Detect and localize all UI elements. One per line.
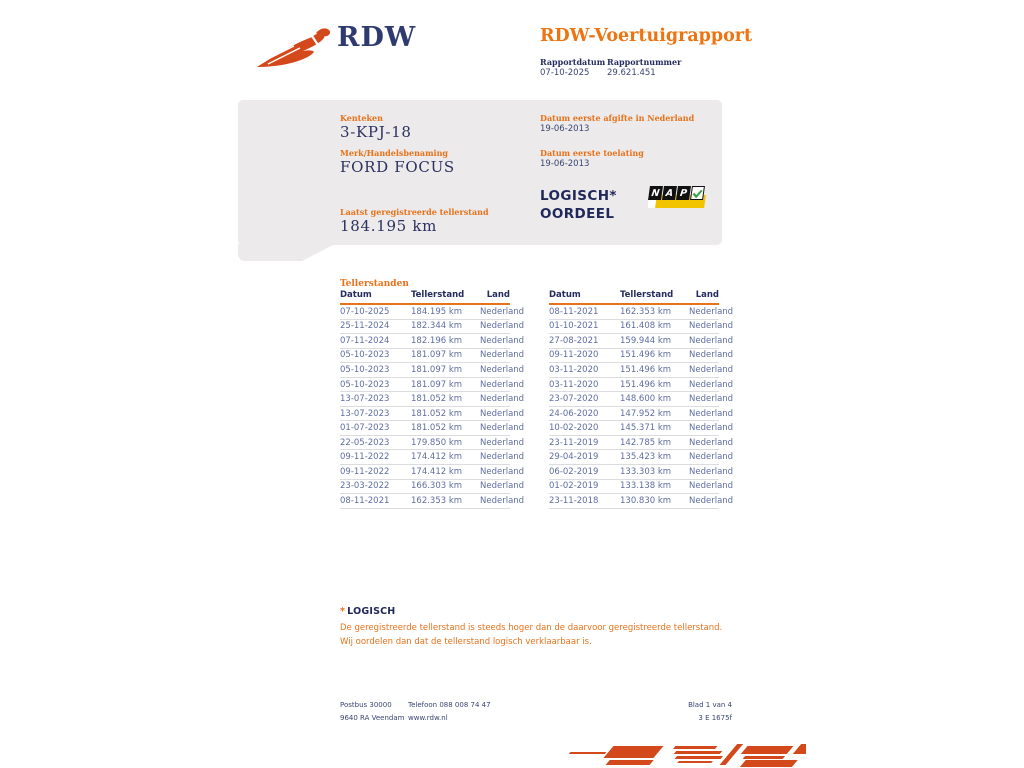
page-title: RDW-Voertuigrapport bbox=[540, 26, 753, 46]
cell-datum: 09-11-2020 bbox=[549, 350, 599, 361]
table-header bbox=[549, 290, 719, 305]
cell-land: Nederland bbox=[689, 452, 734, 463]
cell-tellerstand: 133.303 km bbox=[620, 466, 672, 477]
cell-land: Nederland bbox=[480, 495, 525, 506]
vehicle-summary-panel-tab bbox=[238, 244, 335, 261]
cell-datum: 03-11-2020 bbox=[549, 364, 599, 375]
footer-page-number: Blad 1 van 4 bbox=[688, 701, 732, 709]
col-tellerstand: Tellerstand bbox=[620, 290, 674, 300]
oordeel-line2: OORDEEL bbox=[540, 206, 615, 222]
cell-datum: 25-11-2024 bbox=[340, 321, 390, 332]
table-row bbox=[340, 465, 525, 480]
table-row bbox=[549, 450, 734, 465]
cell-datum: 05-10-2023 bbox=[340, 364, 390, 375]
table-row bbox=[549, 421, 734, 436]
cell-tellerstand: 159.944 km bbox=[620, 335, 672, 346]
table-row bbox=[549, 407, 734, 422]
table-row bbox=[340, 334, 525, 349]
cell-datum: 10-02-2020 bbox=[549, 423, 599, 434]
cell-land: Nederland bbox=[689, 495, 734, 506]
cell-datum: 24-06-2020 bbox=[549, 408, 599, 419]
table-row bbox=[340, 349, 525, 364]
cell-tellerstand: 182.344 km bbox=[411, 321, 463, 332]
tellerstanden-table-left bbox=[340, 290, 525, 509]
cell-datum: 13-07-2023 bbox=[340, 394, 390, 405]
cell-land: Nederland bbox=[480, 452, 525, 463]
cell-land: Nederland bbox=[480, 306, 525, 317]
cell-tellerstand: 151.496 km bbox=[620, 350, 672, 361]
table-row bbox=[549, 320, 734, 335]
table-row bbox=[549, 334, 734, 349]
cell-land: Nederland bbox=[689, 466, 734, 477]
cell-land: Nederland bbox=[689, 394, 734, 405]
cell-datum: 01-10-2021 bbox=[549, 321, 599, 332]
footer-address-line2: 9640 RA Veendam bbox=[340, 714, 405, 722]
table-row bbox=[340, 421, 525, 436]
cell-tellerstand: 181.052 km bbox=[411, 423, 463, 434]
oordeel-line1: LOGISCH* bbox=[540, 188, 617, 204]
cell-land: Nederland bbox=[480, 364, 525, 375]
cell-land: Nederland bbox=[480, 321, 525, 332]
cell-tellerstand: 151.496 km bbox=[620, 379, 672, 390]
nap-letter-n: N bbox=[648, 186, 663, 200]
cell-datum: 05-10-2023 bbox=[340, 379, 390, 390]
cell-land: Nederland bbox=[480, 335, 525, 346]
col-datum: Datum bbox=[340, 290, 372, 300]
cell-tellerstand: 130.830 km bbox=[620, 495, 672, 506]
col-land: Land bbox=[695, 290, 719, 300]
footer-address-line1: Postbus 30000 bbox=[340, 701, 392, 709]
table-row bbox=[549, 305, 734, 320]
cell-land: Nederland bbox=[480, 408, 525, 419]
afgifte-label: Datum eerste afgifte in Nederland bbox=[540, 113, 695, 123]
cell-tellerstand: 151.496 km bbox=[620, 364, 672, 375]
tellerstanden-table-right bbox=[549, 290, 734, 509]
table-header bbox=[340, 290, 510, 305]
table-row bbox=[340, 480, 525, 495]
tellerstanden-heading: Tellerstanden bbox=[340, 279, 409, 289]
cell-land: Nederland bbox=[689, 408, 734, 419]
cell-tellerstand: 174.412 km bbox=[411, 466, 463, 477]
kenteken-value: 3-KPJ-18 bbox=[340, 123, 412, 141]
cell-datum: 27-08-2021 bbox=[549, 335, 599, 346]
cell-tellerstand: 181.097 km bbox=[411, 350, 463, 361]
cell-land: Nederland bbox=[689, 350, 734, 361]
cell-tellerstand: 162.353 km bbox=[620, 306, 672, 317]
cell-tellerstand: 162.353 km bbox=[411, 495, 463, 506]
cell-land: Nederland bbox=[480, 466, 525, 477]
cell-datum: 06-02-2019 bbox=[549, 466, 599, 477]
table-row bbox=[340, 436, 525, 451]
cell-datum: 23-11-2019 bbox=[549, 437, 599, 448]
cell-land: Nederland bbox=[689, 379, 734, 390]
report-number-label: Rapportnummer bbox=[607, 57, 682, 67]
cell-land: Nederland bbox=[689, 481, 734, 492]
cell-tellerstand: 181.097 km bbox=[411, 364, 463, 375]
cell-datum: 03-11-2020 bbox=[549, 379, 599, 390]
col-tellerstand: Tellerstand bbox=[411, 290, 465, 300]
footnote-title-text: LOGISCH bbox=[347, 606, 396, 617]
table-row bbox=[549, 378, 734, 393]
cell-datum: 01-02-2019 bbox=[549, 481, 599, 492]
col-datum: Datum bbox=[549, 290, 581, 300]
cell-land: Nederland bbox=[689, 306, 734, 317]
cell-tellerstand: 181.052 km bbox=[411, 408, 463, 419]
cell-tellerstand: 179.850 km bbox=[411, 437, 463, 448]
cell-tellerstand: 184.195 km bbox=[411, 306, 463, 317]
table-row bbox=[549, 363, 734, 378]
cell-datum: 13-07-2023 bbox=[340, 408, 390, 419]
report-date-value: 07-10-2025 bbox=[540, 68, 590, 78]
cell-tellerstand: 148.600 km bbox=[620, 394, 672, 405]
tellerstand-label: Laatst geregistreerde tellerstand bbox=[340, 207, 489, 217]
table-row bbox=[549, 349, 734, 364]
cell-datum: 01-07-2023 bbox=[340, 423, 390, 434]
kenteken-label: Kenteken bbox=[340, 113, 383, 123]
cell-land: Nederland bbox=[689, 321, 734, 332]
cell-datum: 29-04-2019 bbox=[549, 452, 599, 463]
footer-website: www.rdw.nl bbox=[408, 714, 448, 722]
table-row bbox=[340, 407, 525, 422]
table-row bbox=[340, 320, 525, 335]
cell-datum: 07-10-2025 bbox=[340, 306, 390, 317]
cell-tellerstand: 181.052 km bbox=[411, 394, 463, 405]
cell-datum: 09-11-2022 bbox=[340, 466, 390, 477]
footer-form-code: 3 E 1675f bbox=[698, 714, 732, 722]
table-row bbox=[549, 465, 734, 480]
cell-datum: 22-05-2023 bbox=[340, 437, 390, 448]
cell-datum: 08-11-2021 bbox=[549, 306, 599, 317]
cell-tellerstand: 142.785 km bbox=[620, 437, 672, 448]
cell-land: Nederland bbox=[689, 364, 734, 375]
col-land: Land bbox=[486, 290, 510, 300]
nap-letter-a: A bbox=[662, 186, 677, 200]
cell-tellerstand: 161.408 km bbox=[620, 321, 672, 332]
table-row bbox=[340, 450, 525, 465]
table-row bbox=[340, 392, 525, 407]
tellerstand-value: 184.195 km bbox=[340, 217, 438, 235]
merk-value: FORD FOCUS bbox=[340, 158, 455, 176]
table-row bbox=[549, 436, 734, 451]
table-row bbox=[549, 392, 734, 407]
cell-land: Nederland bbox=[689, 423, 734, 434]
nap-logo bbox=[648, 186, 706, 210]
footnote-text: De geregistreerde tellerstand is steeds hoger dan de daarvoor geregistreerde tellerstand. Wij oordelen dan dat de tellerstand logisch verklaarbaar is. bbox=[340, 623, 723, 648]
footnote-asterisk: * bbox=[340, 606, 346, 617]
cell-land: Nederland bbox=[480, 437, 525, 448]
cell-datum: 05-10-2023 bbox=[340, 350, 390, 361]
cell-datum: 08-11-2021 bbox=[340, 495, 390, 506]
merk-label: Merk/Handelsbenaming bbox=[340, 148, 449, 158]
table-row bbox=[549, 494, 734, 509]
cell-tellerstand: 166.303 km bbox=[411, 481, 463, 492]
cell-tellerstand: 181.097 km bbox=[411, 379, 463, 390]
cell-tellerstand: 145.371 km bbox=[620, 423, 672, 434]
cell-land: Nederland bbox=[480, 394, 525, 405]
cell-tellerstand: 133.138 km bbox=[620, 481, 672, 492]
cell-datum: 07-11-2024 bbox=[340, 335, 390, 346]
cell-land: Nederland bbox=[480, 350, 525, 361]
cell-tellerstand: 135.423 km bbox=[620, 452, 672, 463]
toelating-label: Datum eerste toelating bbox=[540, 148, 644, 158]
cell-datum: 23-07-2020 bbox=[549, 394, 599, 405]
cell-datum: 23-03-2022 bbox=[340, 481, 390, 492]
afgifte-value: 19-06-2013 bbox=[540, 124, 590, 134]
table-row bbox=[340, 305, 525, 320]
cell-land: Nederland bbox=[480, 481, 525, 492]
cell-datum: 09-11-2022 bbox=[340, 452, 390, 463]
footnote-title bbox=[340, 606, 395, 617]
nap-check-icon bbox=[690, 186, 705, 200]
cell-land: Nederland bbox=[689, 335, 734, 346]
footer-phone: Telefoon 088 008 74 47 bbox=[408, 701, 491, 709]
toelating-value: 19-06-2013 bbox=[540, 159, 590, 169]
cell-land: Nederland bbox=[689, 437, 734, 448]
rdw-logo-wordmark: RDW bbox=[337, 22, 417, 53]
rdw-stripes-graphic bbox=[544, 743, 806, 768]
table-row bbox=[340, 378, 525, 393]
cell-tellerstand: 174.412 km bbox=[411, 452, 463, 463]
cell-tellerstand: 182.196 km bbox=[411, 335, 463, 346]
table-row bbox=[340, 363, 525, 378]
rdw-logo-icon bbox=[256, 27, 334, 69]
cell-land: Nederland bbox=[480, 379, 525, 390]
table-row bbox=[340, 494, 525, 509]
cell-land: Nederland bbox=[480, 423, 525, 434]
report-number-value: 29.621.451 bbox=[607, 68, 656, 78]
report-date-label: Rapportdatum bbox=[540, 57, 606, 67]
nap-letter-p: P bbox=[676, 186, 691, 200]
cell-tellerstand: 147.952 km bbox=[620, 408, 672, 419]
table-row bbox=[549, 480, 734, 495]
cell-datum: 23-11-2018 bbox=[549, 495, 599, 506]
